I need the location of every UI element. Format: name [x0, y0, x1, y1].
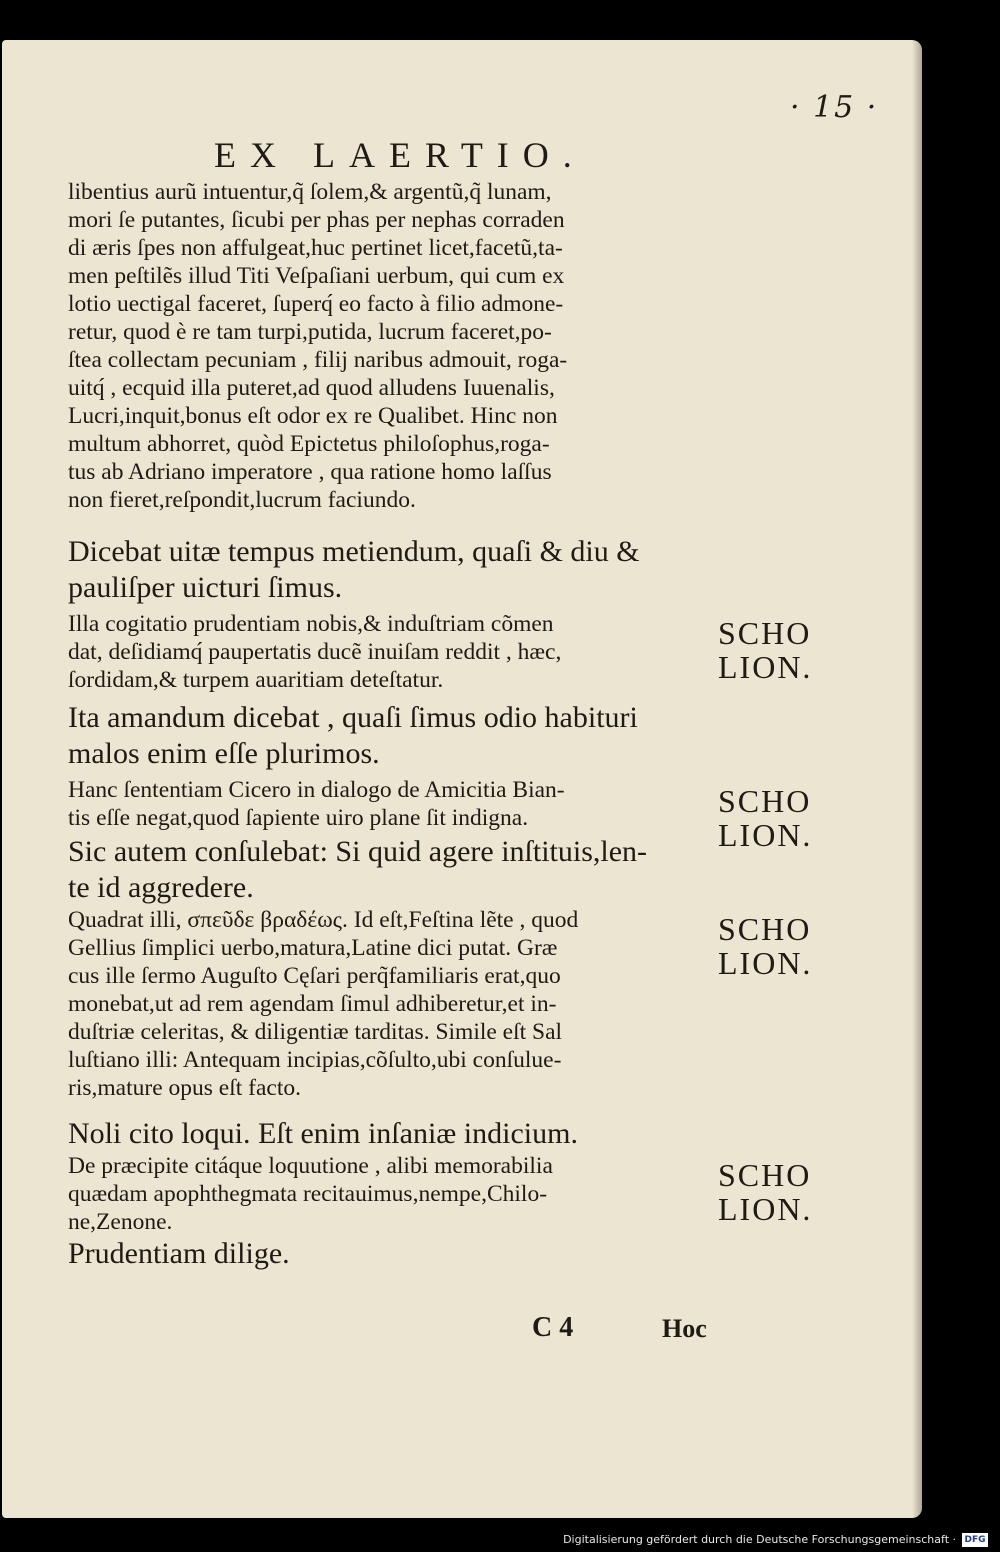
book-page [2, 40, 922, 1518]
apophthegm-prudence: Prudentiam dilige. [68, 1237, 290, 1270]
scholion-text-3: Quadrat illi, σπεῦδε βραδέως. Id eſt,Feſtina lẽte , quod Gellius ſimplici uerbo,matura,Latine dici putat. Græ cus ille ſermo Auguſto Cęſari perq̃familiaris erat,quo monebat,ut ad rem agendam ſimul adhiberetur,et in- duſtriæ celeritas, & diligentiæ tarditas. Simile eſt Sal luſtiano illi: Antequam incipias,cõſulto,ubi conſulue- ris,mature opus eſt facto. [68, 907, 579, 1101]
apophthegm-counsel: Sic autem conſulebat: Si quid agere inſtituis,len- te id aggredere. [68, 835, 648, 904]
scholion-text-4: De præcipite citáque loquutione , alibi memorabilia quædam apophthegmata recitauimus,nempe,Chilo- ne,Zenone. [68, 1153, 553, 1235]
apophthegm-speech: Noli cito loqui. Eſt enim inſaniæ indicium. [68, 1117, 578, 1150]
apophthegm-time: Dicebat uitæ tempus metiendum, quaſi & diu & pauliſper uicturi ſimus. [68, 535, 640, 604]
digitization-footer [0, 1530, 1000, 1552]
apophthegm-love: Ita amandum dicebat , quaſi ſimus odio habituri malos enim eſſe plurimos. [68, 701, 638, 770]
scholion-marginal-note-1: SCHO LION. [718, 615, 813, 685]
page-number: · 15 · [790, 90, 879, 125]
catchword: Hoc [662, 1314, 707, 1343]
running-head: EX LAERTIO. [214, 135, 586, 175]
scholion-marginal-note-4: SCHO LION. [718, 1157, 813, 1227]
paragraph-continuation: libentius aurũ intuentur,q̃ ſolem,& argentũ,q̃ lunam, mori ſe putantes, ſicubi per phas per nephas corraden di æris ſpes non affulgeat,huc pertinet licet,facetũ,ta- men peſtilẽs illud Titi Veſpaſiani uerbum, qui cum ex lotio uectigal faceret, ſuperq́ eo facto à filio admone- retur, quod è re tam turpi,putida, lucrum faceret,po- ſtea collectam pecuniam , filij naribus admouit, roga- uitq́ , ecquid illa puteret,ad quod alludens Iuuenalis, Lucri,inquit,bonus eſt odor ex re Qualibet. Hinc non multum abhorret, quòd Epictetus philoſophus,roga- tus ab Adriano imperatore , qua ratione homo laſſus non fieret,reſpondit,lucrum faciundo. [68, 179, 568, 513]
scholion-marginal-note-2: SCHO LION. [718, 783, 813, 853]
scholion-marginal-note-3: SCHO LION. [718, 911, 813, 981]
funding-notice: Digitalisierung gefördert durch die Deutsche Forschungsgemeinschaft · [563, 1533, 956, 1546]
dfg-logo-icon: DFG [962, 1533, 988, 1547]
scholion-text-1: Illa cogitatio prudentiam nobis,& induſtriam cõmen dat, deſidiamq́ paupertatis ducẽ inuiſam reddit , hæc, ſordidam,& turpem auaritiam deteſtatur. [68, 611, 562, 693]
scholion-text-2: Hanc ſententiam Cicero in dialogo de Amicitia Bian- tis eſſe negat,quod ſapiente uiro plane ſit indigna. [68, 777, 565, 831]
signature-mark: C 4 [532, 1312, 574, 1343]
page-edge-shadow [912, 40, 922, 1518]
